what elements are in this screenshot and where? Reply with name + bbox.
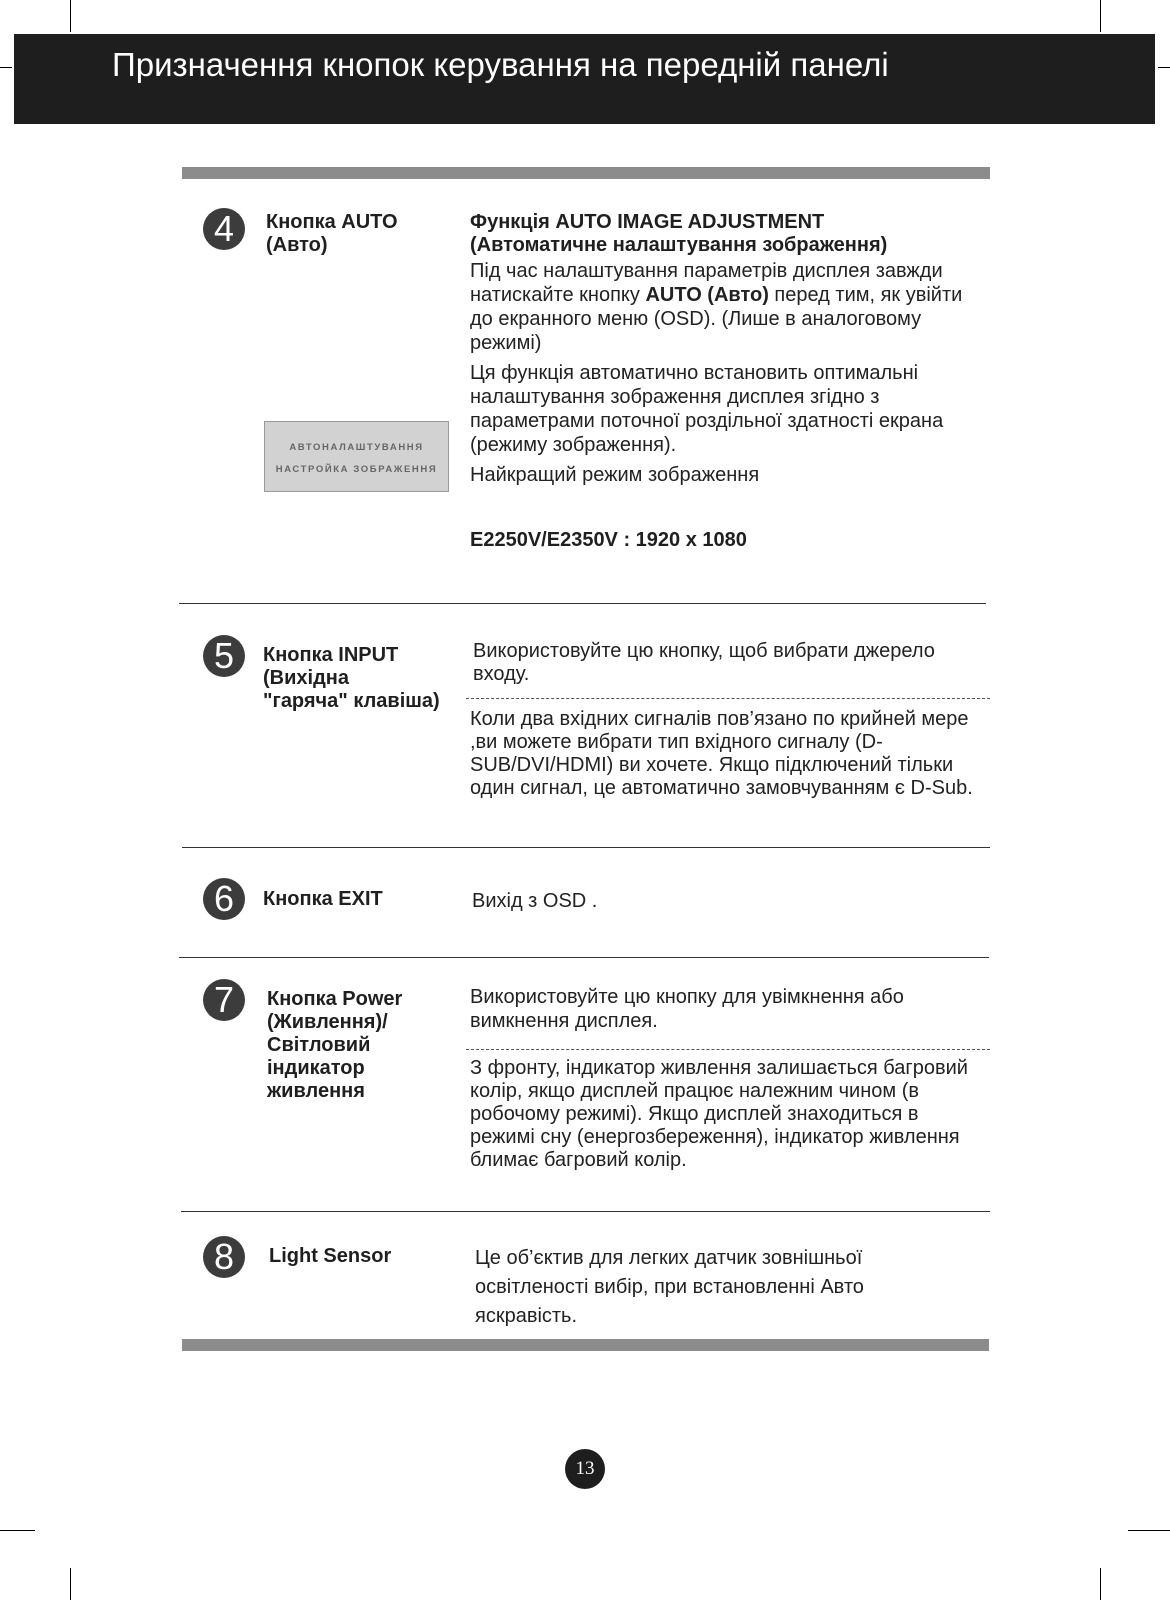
section-divider [179, 957, 989, 958]
section-description: Вихід з OSD . [472, 890, 598, 912]
osd-line: НАСТРОЙКА ЗОБРАЖЕННЯ [275, 464, 438, 475]
crop-mark [1100, 1568, 1101, 1600]
section-heading [470, 211, 887, 257]
crop-mark [1128, 1530, 1170, 1531]
crop-mark [0, 67, 12, 68]
osd-line: АВТОНАЛАШТУВАННЯ [289, 442, 424, 453]
page-title: Призначення кнопок керування на передній панелі [112, 46, 889, 83]
label-line: індикатор [267, 1057, 365, 1079]
heading-line: (Автоматичне налаштування зображення) [470, 234, 888, 256]
section-label [266, 211, 398, 257]
crop-mark [70, 1568, 71, 1600]
crop-mark [1158, 67, 1170, 68]
section-label [267, 988, 402, 1103]
bottom-divider-bar [182, 1339, 989, 1351]
section-note: Коли два вхідних сигналів пов’язано по крийней мере ,ви можете вибрати тип вхідного сигналу (D-SUB/DVI/HDMI) ви хочете. Якщо підключений тільки один сигнал, це автоматично замовчуванням є D-Sub. [470, 708, 973, 799]
section-description [470, 259, 980, 487]
paragraph: Найкращий режим зображення [470, 464, 760, 486]
crop-mark [70, 0, 71, 32]
paragraph: Під час налаштування параметрів дисплея завжди натискайте кнопку AUTO (Авто) перед тим, як увійти до екранного меню (OSD). (Лише в аналоговому режимі) [470, 260, 963, 354]
section-number-badge: 8 [203, 1236, 245, 1278]
section-label: Light Sensor [269, 1245, 392, 1267]
label-line: живлення [267, 1080, 365, 1102]
label-line: Світловий [267, 1034, 371, 1056]
section-label: Кнопка EXIT [263, 888, 383, 910]
resolution-value: E2250V/E2350V : 1920 x 1080 [470, 529, 747, 551]
dashed-separator [466, 698, 990, 699]
osd-auto-setup-image [264, 421, 449, 492]
label-line: (Вихідна [263, 667, 349, 689]
section-number-badge: 7 [203, 979, 245, 1021]
section-note: З фронту, індикатор живлення залишається багровий колір, якщо дисплей працює належним чином (в робочому режимі). Якщо дисплей знаходиться в режимі сну (енергозбереження), індикатор живлення блимає багровий колір. [470, 1057, 968, 1171]
paragraph: Ця функція автоматично встановить оптимальні налаштування зображення дисплея згідно з параметрами поточної роздільної здатності екрана (режиму зображення). [470, 362, 944, 456]
section-number-badge: 6 [203, 878, 245, 920]
section-divider [182, 847, 990, 848]
heading-line: Функція AUTO IMAGE ADJUSTMENT [470, 211, 825, 233]
label-line: "гаряча" клавіша) [263, 690, 440, 712]
crop-mark [1100, 0, 1101, 32]
section-divider [179, 603, 986, 604]
section-divider [181, 1211, 990, 1212]
section-description: Використовуйте цю кнопку для увімкнення або вимкнення дисплея. [470, 986, 904, 1032]
section-description: Використовуйте цю кнопку, щоб вибрати джерело входу. [473, 640, 935, 685]
label-line: Кнопка AUTO [266, 211, 398, 233]
page-number: 13 [565, 1449, 605, 1489]
section-number-badge: 4 [203, 208, 245, 250]
section-number-badge: 5 [203, 635, 245, 677]
dashed-separator [466, 1049, 990, 1050]
crop-mark [0, 1530, 35, 1531]
label-line: Кнопка INPUT [263, 644, 399, 666]
label-line: (Живлення)/ [267, 1011, 388, 1033]
label-line: Кнопка Power [267, 988, 403, 1010]
label-line: (Авто) [266, 234, 328, 256]
section-description: Це об’єктив для легких датчик зовнішньої освітленості вибір, при встановленні Авто яскравість. [475, 1247, 864, 1327]
top-divider-bar [182, 167, 990, 179]
section-label [263, 644, 440, 713]
